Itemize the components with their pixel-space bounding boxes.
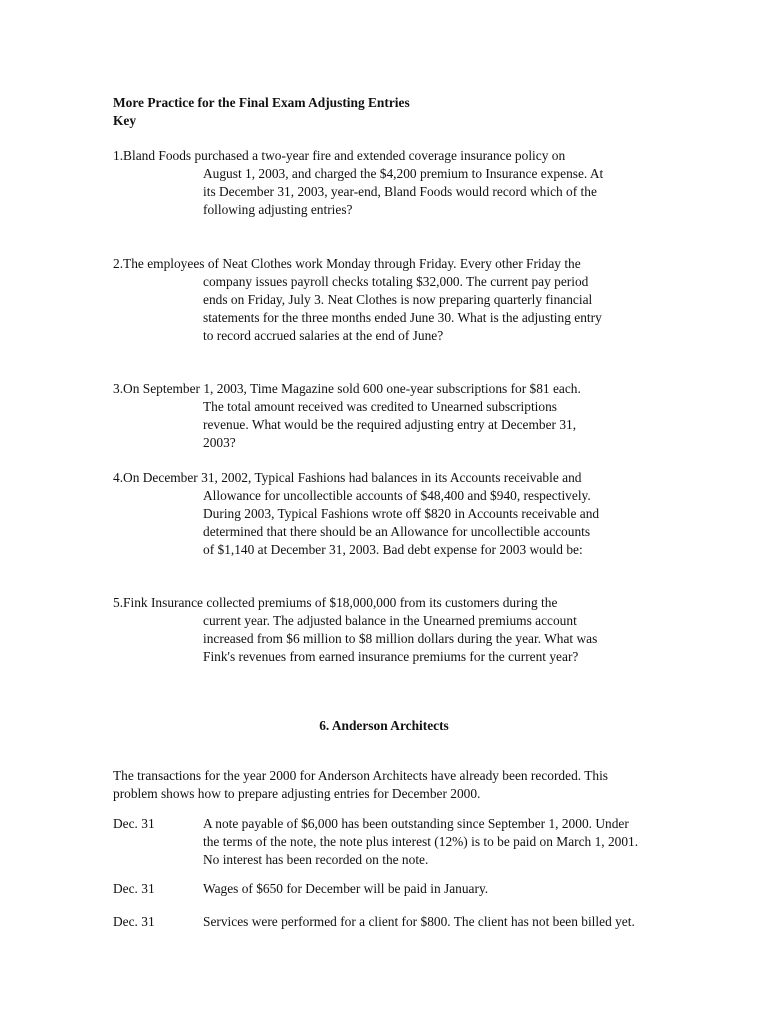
entry-3-date: Dec. 31 — [113, 914, 155, 929]
entry-2-line-1: Wages of $650 for December will be paid in January. — [203, 881, 489, 896]
section-6-intro — [113, 767, 673, 803]
question-1 — [113, 147, 673, 219]
entry-2-date: Dec. 31 — [113, 881, 155, 896]
question-4 — [113, 469, 673, 559]
question-1-line-2: August 1, 2003, and charged the $4,200 premium to Insurance expense. At — [203, 166, 604, 181]
question-2-line-4: statements for the three months ended June 30. What is the adjusting entry — [203, 310, 602, 325]
question-2-line-5: to record accrued salaries at the end of June? — [203, 328, 444, 343]
entry-1-line-3: No interest has been recorded on the note. — [203, 852, 429, 867]
question-1-line-1: 1.Bland Foods purchased a two-year fire and extended coverage insurance policy on — [113, 148, 566, 163]
intro-line-2: problem shows how to prepare adjusting entries for December 2000. — [113, 786, 481, 801]
question-3-line-4: 2003? — [203, 435, 236, 450]
question-2-line-3: ends on Friday, July 3. Neat Clothes is now preparing quarterly financial — [203, 292, 593, 307]
document-title — [113, 94, 713, 130]
question-4-line-2: Allowance for uncollectible accounts of $48,400 and $940, respectively. — [203, 488, 591, 503]
question-5-line-3: increased from $6 million to $8 million dollars during the year. What was — [203, 631, 598, 646]
question-1-line-3: its December 31, 2003, year-end, Bland Foods would record which of the — [203, 184, 597, 199]
question-4-line-5: of $1,140 at December 31, 2003. Bad debt expense for 2003 would be: — [203, 542, 583, 557]
adjusting-entry-1 — [113, 815, 673, 869]
question-2-line-2: company issues payroll checks totaling $32,000. The current pay period — [203, 274, 589, 289]
adjusting-entry-3 — [113, 913, 673, 931]
question-1-line-4: following adjusting entries? — [203, 202, 353, 217]
entry-1-line-1: A note payable of $6,000 has been outstanding since September 1, 2000. Under — [203, 816, 629, 831]
question-3 — [113, 380, 673, 452]
question-5-line-1: 5.Fink Insurance collected premiums of $18,000,000 from its customers during the — [113, 595, 558, 610]
title-line-2: Key — [113, 113, 137, 128]
question-3-line-3: revenue. What would be the required adjusting entry at December 31, — [203, 417, 577, 432]
question-4-line-1: 4.On December 31, 2002, Typical Fashions had balances in its Accounts receivable and — [113, 470, 582, 485]
question-4-line-4: determined that there should be an Allowance for uncollectible accounts — [203, 524, 591, 539]
question-5-line-2: current year. The adjusted balance in the Unearned premiums account — [203, 613, 577, 628]
question-2-line-1: 2.The employees of Neat Clothes work Monday through Friday. Every other Friday the — [113, 256, 581, 271]
question-4-line-3: During 2003, Typical Fashions wrote off $820 in Accounts receivable and — [203, 506, 600, 521]
entry-3-text — [203, 913, 673, 931]
question-3-line-2: The total amount received was credited to Unearned subscriptions — [203, 399, 557, 414]
entry-1-text — [203, 815, 673, 869]
entry-1-line-2: the terms of the note, the note plus interest (12%) is to be paid on March 1, 2001. — [203, 834, 639, 849]
intro-line-1: The transactions for the year 2000 for Anderson Architects have already been recorded. This — [113, 768, 609, 783]
entry-2-text — [203, 880, 673, 898]
question-5-line-4: Fink's revenues from earned insurance premiums for the current year? — [203, 649, 579, 664]
entry-1-date: Dec. 31 — [113, 816, 155, 831]
question-5 — [113, 594, 673, 666]
title-line-1: More Practice for the Final Exam Adjusting Entries — [113, 95, 410, 110]
question-3-line-1: 3.On September 1, 2003, Time Magazine sold 600 one-year subscriptions for $81 each. — [113, 381, 581, 396]
adjusting-entry-2 — [113, 880, 673, 898]
section-6-heading: 6. Anderson Architects — [319, 718, 449, 733]
entry-3-line-1: Services were performed for a client for $800. The client has not been billed yet. — [203, 914, 635, 929]
question-2 — [113, 255, 673, 345]
